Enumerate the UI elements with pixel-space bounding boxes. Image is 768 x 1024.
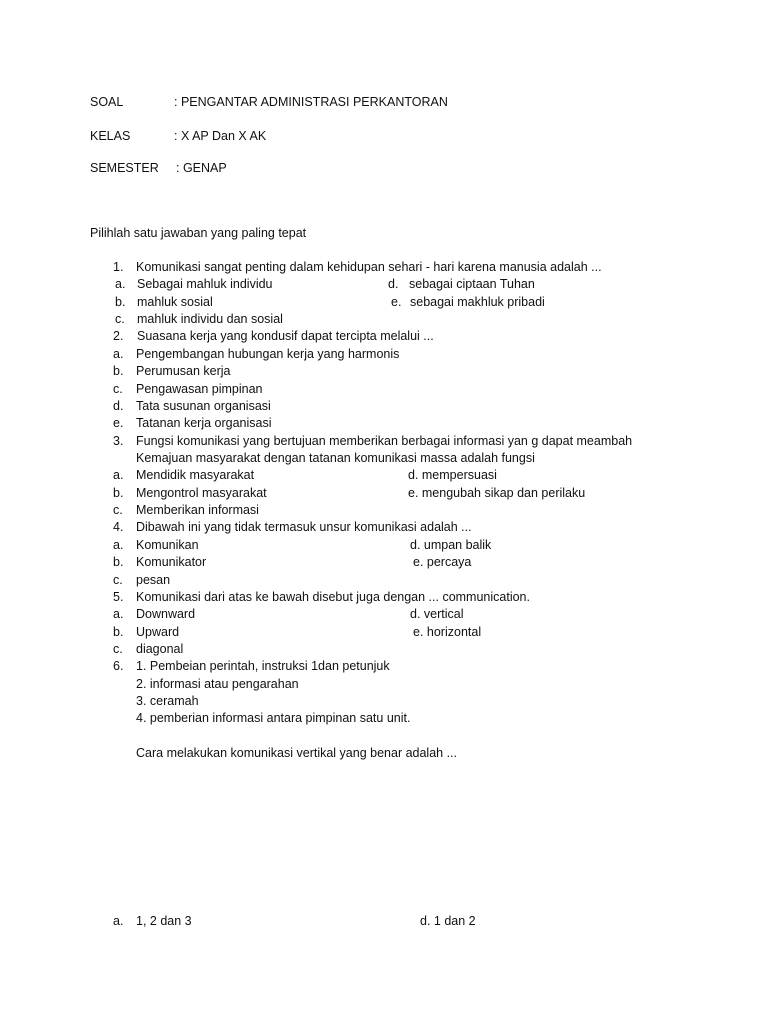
q3-option-b-letter: b.: [113, 486, 124, 500]
q1-text: Komunikasi sangat penting dalam kehidupan sehari - hari karena manusia adalah ...: [136, 260, 602, 274]
q3-option-a: Mendidik masyarakat: [136, 468, 255, 482]
q1-option-d-letter: d.: [388, 277, 399, 291]
q3-option-b: Mengontrol masyarakat: [136, 486, 267, 500]
q4-text: Dibawah ini yang tidak termasuk unsur komunikasi adalah ...: [136, 520, 472, 534]
q5-option-c-letter: c.: [113, 642, 123, 656]
q2-option-a: Pengembangan hubungan kerja yang harmonis: [136, 347, 400, 361]
q4-option-e: e. percaya: [413, 555, 472, 569]
q1-option-a: Sebagai mahluk individu: [137, 277, 273, 291]
q6-item-1: 1. Pembeian perintah, instruksi 1dan petunjuk: [136, 659, 390, 673]
semester-label: SEMESTER: [90, 161, 159, 175]
q5-option-b-letter: b.: [113, 625, 124, 639]
q3-text-line2: Kemajuan masyarakat dengan tatanan komunikasi massa adalah fungsi: [136, 451, 535, 465]
q6-item-3: 3. ceramah: [136, 694, 199, 708]
instruction: Pilihlah satu jawaban yang paling tepat: [90, 226, 307, 240]
q5-option-e: e. horizontal: [413, 625, 482, 639]
q4-option-b-letter: b.: [113, 555, 124, 569]
q1-number: 1.: [113, 260, 124, 274]
q4-option-a-letter: a.: [113, 538, 124, 552]
q2-text: Suasana kerja yang kondusif dapat tercipta melalui ...: [137, 329, 434, 343]
q4-option-c-letter: c.: [113, 573, 123, 587]
q3-option-e: e. mengubah sikap dan perilaku: [408, 486, 586, 500]
q5-number: 5.: [113, 590, 124, 604]
q5-option-a-letter: a.: [113, 607, 124, 621]
q6-item-4: 4. pemberian informasi antara pimpinan satu unit.: [136, 711, 411, 725]
q1-option-e-letter: e.: [391, 295, 402, 309]
q2-option-d: Tata susunan organisasi: [136, 399, 271, 413]
q6-question: Cara melakukan komunikasi vertikal yang benar adalah ...: [136, 746, 458, 760]
q4-option-b: Komunikator: [136, 555, 207, 569]
q2-option-a-letter: a.: [113, 347, 124, 361]
q5-text: Komunikasi dari atas ke bawah disebut juga dengan ... communication.: [136, 590, 530, 604]
q1-option-d: sebagai ciptaan Tuhan: [409, 277, 535, 291]
q2-option-e: Tatanan kerja organisasi: [136, 416, 272, 430]
soal-value: : PENGANTAR ADMINISTRASI PERKANTORAN: [174, 95, 448, 109]
q2-option-b-letter: b.: [113, 364, 124, 378]
q2-option-c: Pengawasan pimpinan: [136, 382, 263, 396]
q4-option-a: Komunikan: [136, 538, 199, 552]
q4-number: 4.: [113, 520, 124, 534]
q6-option-a-letter: a.: [113, 914, 124, 928]
q3-number: 3.: [113, 434, 124, 448]
soal-label: SOAL: [90, 95, 124, 109]
q1-option-b: mahluk sosial: [137, 295, 213, 309]
q2-option-b: Perumusan kerja: [136, 364, 231, 378]
q6-option-d: d. 1 dan 2: [420, 914, 476, 928]
q5-option-a: Downward: [136, 607, 196, 621]
q3-option-c: Memberikan informasi: [136, 503, 259, 517]
q6-option-a: 1, 2 dan 3: [136, 914, 192, 928]
q1-option-a-letter: a.: [115, 277, 126, 291]
q5-option-b: Upward: [136, 625, 180, 639]
q2-option-d-letter: d.: [113, 399, 124, 413]
q2-option-c-letter: c.: [113, 382, 123, 396]
q2-number: 2.: [113, 329, 124, 343]
q5-option-c: diagonal: [136, 642, 184, 656]
q3-option-c-letter: c.: [113, 503, 123, 517]
q3-option-a-letter: a.: [113, 468, 124, 482]
q3-text-line1: Fungsi komunikasi yang bertujuan memberikan berbagai informasi yan g dapat meambah: [136, 434, 633, 448]
q2-option-e-letter: e.: [113, 416, 124, 430]
q4-option-d: d. umpan balik: [410, 538, 492, 552]
q3-option-d: d. mempersuasi: [408, 468, 497, 482]
q1-option-c-letter: c.: [115, 312, 125, 326]
q5-option-d: d. vertical: [410, 607, 464, 621]
q1-option-e: sebagai makhluk pribadi: [410, 295, 545, 309]
kelas-label: KELAS: [90, 129, 131, 143]
q1-option-b-letter: b.: [115, 295, 126, 309]
q6-number: 6.: [113, 659, 124, 673]
q4-option-c: pesan: [136, 573, 171, 587]
q6-item-2: 2. informasi atau pengarahan: [136, 677, 299, 691]
semester-value: : GENAP: [176, 161, 227, 175]
kelas-value: : X AP Dan X AK: [174, 129, 267, 143]
q1-option-c: mahluk individu dan sosial: [137, 312, 283, 326]
